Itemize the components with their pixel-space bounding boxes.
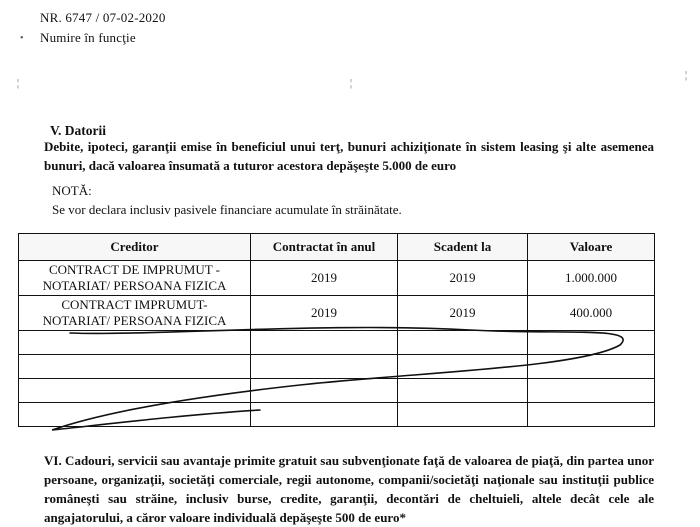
empty-row: [19, 379, 655, 403]
empty-row: [19, 331, 655, 355]
scan-mark-left: ¦: [17, 78, 20, 89]
table-row: [19, 296, 655, 331]
section-5-title: V. Datorii: [50, 123, 106, 138]
debts-table: [18, 233, 655, 427]
creditor-line2: NOTARIAT/ PERSOANA FIZICA: [42, 313, 227, 328]
cell-contractat: 2019: [251, 261, 398, 296]
creditor-line1: CONTRACT IMPRUMUT-: [61, 297, 208, 312]
nota-label: NOTĂ:: [52, 183, 92, 198]
empty-row: [19, 355, 655, 379]
function-label: Numire în funcţie: [40, 30, 136, 45]
creditor-line2: NOTARIAT/ PERSOANA FIZICA: [42, 278, 227, 293]
cell-scadent: 2019: [398, 296, 528, 331]
header-scadent: Scadent la: [398, 234, 528, 261]
table-header-row: [19, 234, 655, 261]
creditor-line1: CONTRACT DE IMPRUMUT -: [48, 262, 221, 277]
header-creditor: Creditor: [19, 234, 251, 261]
cell-scadent: 2019: [398, 261, 528, 296]
header-valoare: Valoare: [528, 234, 655, 261]
cell-valoare: 1.000.000: [528, 261, 655, 296]
cell-valoare: 400.000: [528, 296, 655, 331]
cell-creditor: [19, 261, 251, 296]
cell-contractat: 2019: [251, 296, 398, 331]
cell-creditor: [19, 296, 251, 331]
nota-text: Se vor declara inclusiv pasivele financiare acumulate în străinătate.: [52, 202, 402, 217]
scan-mark-center: ¦: [350, 78, 353, 89]
section-6-text: VI. Cadouri, servicii sau avantaje primite gratuit sau subvenţionate faţă de valoarea de piaţă, din partea unor persoane, organizaţii, societăţi comerciale, regii autonome, companii/societăţi naţionale sau instituţii publice româneşti sau străine, inclusiv burse, credite, garanţii, decontări de cheltuieli, altele decât cele ale angajatorului, a căror valoare individuală depăşeşte 500 de euro*: [44, 453, 654, 525]
section-5-description: Debite, ipoteci, garanţii emise în beneficiul unui terţ, bunuri achiziţionate în sistem leasing şi alte asemenea bunuri, dacă valoarea însumată a tuturor acestora depăşeşte 5.000 de euro: [44, 139, 654, 173]
document-number: NR. 6747 / 07-02-2020: [40, 10, 166, 25]
empty-row: [19, 403, 655, 427]
table-row: [19, 261, 655, 296]
header-contractat: Contractat în anul: [251, 234, 398, 261]
scan-mark-right: ¦: [685, 70, 688, 81]
margin-mark: •: [20, 33, 24, 44]
